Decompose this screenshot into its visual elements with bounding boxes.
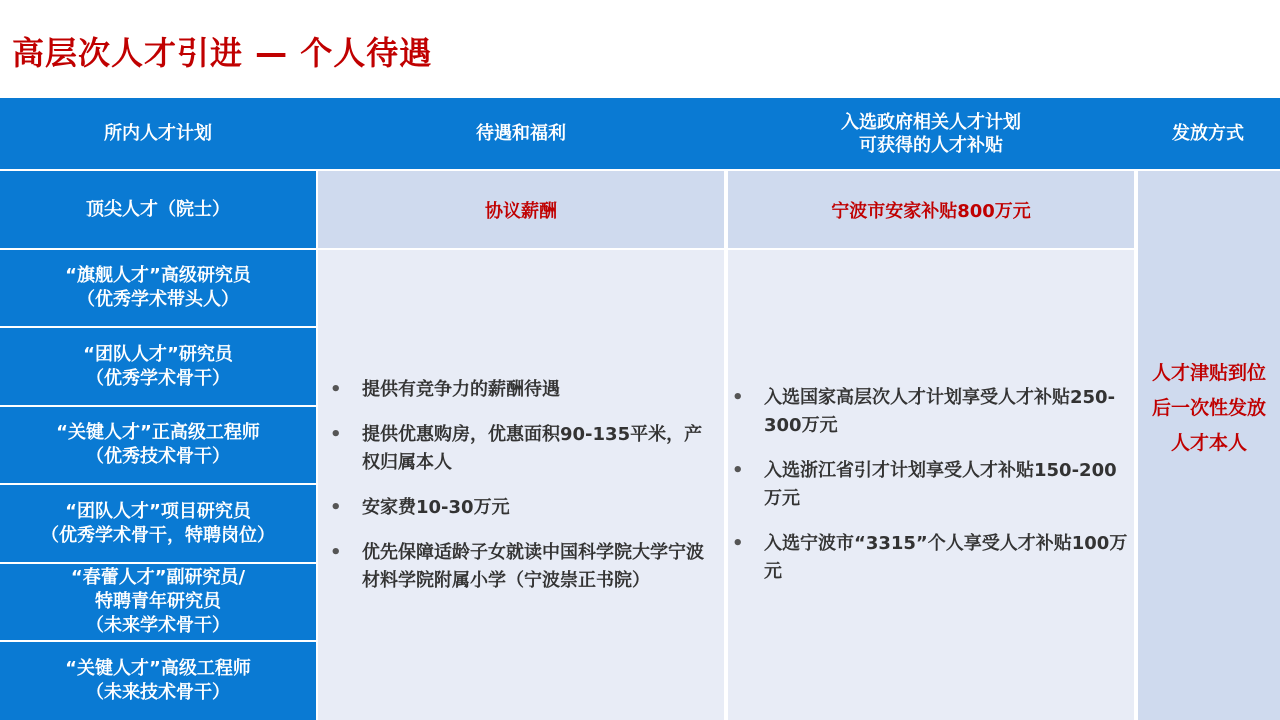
header-talent-plan <box>0 98 316 169</box>
talent-row-line: （优秀技术骨干） <box>85 446 230 467</box>
top-subsidy-cell <box>728 171 1134 248</box>
talent-row <box>0 564 316 640</box>
talent-row-line: 特聘青年研究员 <box>94 591 221 612</box>
list-item-text: 入选国家高层次人才计划享受人才补贴250-300万元 <box>764 387 1116 436</box>
talent-row <box>0 171 316 248</box>
bullet-icon: • <box>732 387 744 408</box>
talent-row <box>0 250 316 326</box>
bullet-icon: • <box>732 460 744 481</box>
list-item-text: 优先保障适龄子女就读中国科学院大学宁波材料学院附属小学（宁波崇正书院） <box>362 541 704 591</box>
payment-line1: 人才津贴到位 <box>1151 362 1266 384</box>
talent-row-line: “团队人才”研究员 <box>83 343 233 365</box>
talent-row-line: （优秀学术骨干） <box>85 367 230 389</box>
header-payment-label: 发放方式 <box>1172 123 1244 144</box>
talent-row-line: （未来学术骨干） <box>85 615 230 636</box>
talent-row <box>0 407 316 483</box>
bullet-icon: • <box>330 378 342 400</box>
talent-row <box>0 485 316 562</box>
list-item <box>728 384 1130 440</box>
header-subsidy-line1: 入选政府相关人才计划 <box>841 111 1021 133</box>
subsidies-list <box>728 384 1130 586</box>
talent-row-line: “旗舰人才”高级研究员 <box>65 265 251 286</box>
header-talent-plan-label: 所内人才计划 <box>104 123 212 144</box>
talent-row-line: （未来技术骨干） <box>85 682 230 703</box>
benefits-list <box>326 376 718 595</box>
header-benefits <box>316 98 726 169</box>
bullet-icon: • <box>330 423 342 445</box>
talent-row-line: “关键人才”高级工程师 <box>65 658 251 679</box>
benefits-cell <box>318 250 724 720</box>
payment-cell <box>1138 171 1280 720</box>
header-subsidy <box>726 98 1136 169</box>
top-benefit-cell <box>318 171 724 248</box>
list-item-text: 提供优惠购房，优惠面积90-135平米，产权归属本人 <box>362 423 703 473</box>
talent-row-line: 顶尖人才（院士） <box>86 198 230 220</box>
list-item <box>326 376 718 404</box>
payment-line3: 人才本人 <box>1170 432 1247 454</box>
talent-row-line: “团队人才”项目研究员 <box>65 500 251 522</box>
talent-row-line: （优秀学术带头人） <box>76 289 239 310</box>
talent-row-line: “关键人才”正高级工程师 <box>56 422 260 443</box>
list-item <box>326 494 718 522</box>
header-payment <box>1136 98 1280 169</box>
top-benefit-text: 协议薪酬 <box>485 200 557 222</box>
header-benefits-label: 待遇和福利 <box>476 123 566 144</box>
list-item <box>728 457 1130 513</box>
talent-row <box>0 328 316 405</box>
list-item-text: 安家费10-30万元 <box>362 496 510 518</box>
list-item-text: 提供有竞争力的薪酬待遇 <box>362 378 560 400</box>
list-item <box>326 421 718 477</box>
page-title: 高层次人才引进 — 个人待遇 <box>12 34 433 72</box>
payment-line2: 后一次性发放 <box>1151 397 1266 419</box>
bullet-icon: • <box>732 533 744 554</box>
talent-row <box>0 642 316 720</box>
talent-row-line: “春蕾人才”副研究员/ <box>70 567 246 588</box>
bullet-icon: • <box>330 496 342 518</box>
talent-row-line: （优秀学术骨干，特聘岗位） <box>41 524 275 546</box>
subsidies-cell <box>728 250 1134 720</box>
list-item <box>326 539 718 595</box>
bullet-icon: • <box>330 541 342 563</box>
list-item <box>728 530 1130 586</box>
list-item-text: 入选浙江省引才计划享受人才补贴150-200万元 <box>764 460 1117 509</box>
list-item-text: 入选宁波市“3315”个人享受人才补贴100万元 <box>764 533 1128 582</box>
top-subsidy-text: 宁波市安家补贴800万元 <box>831 200 1031 222</box>
header-subsidy-line2: 可获得的人才补贴 <box>859 134 1003 156</box>
